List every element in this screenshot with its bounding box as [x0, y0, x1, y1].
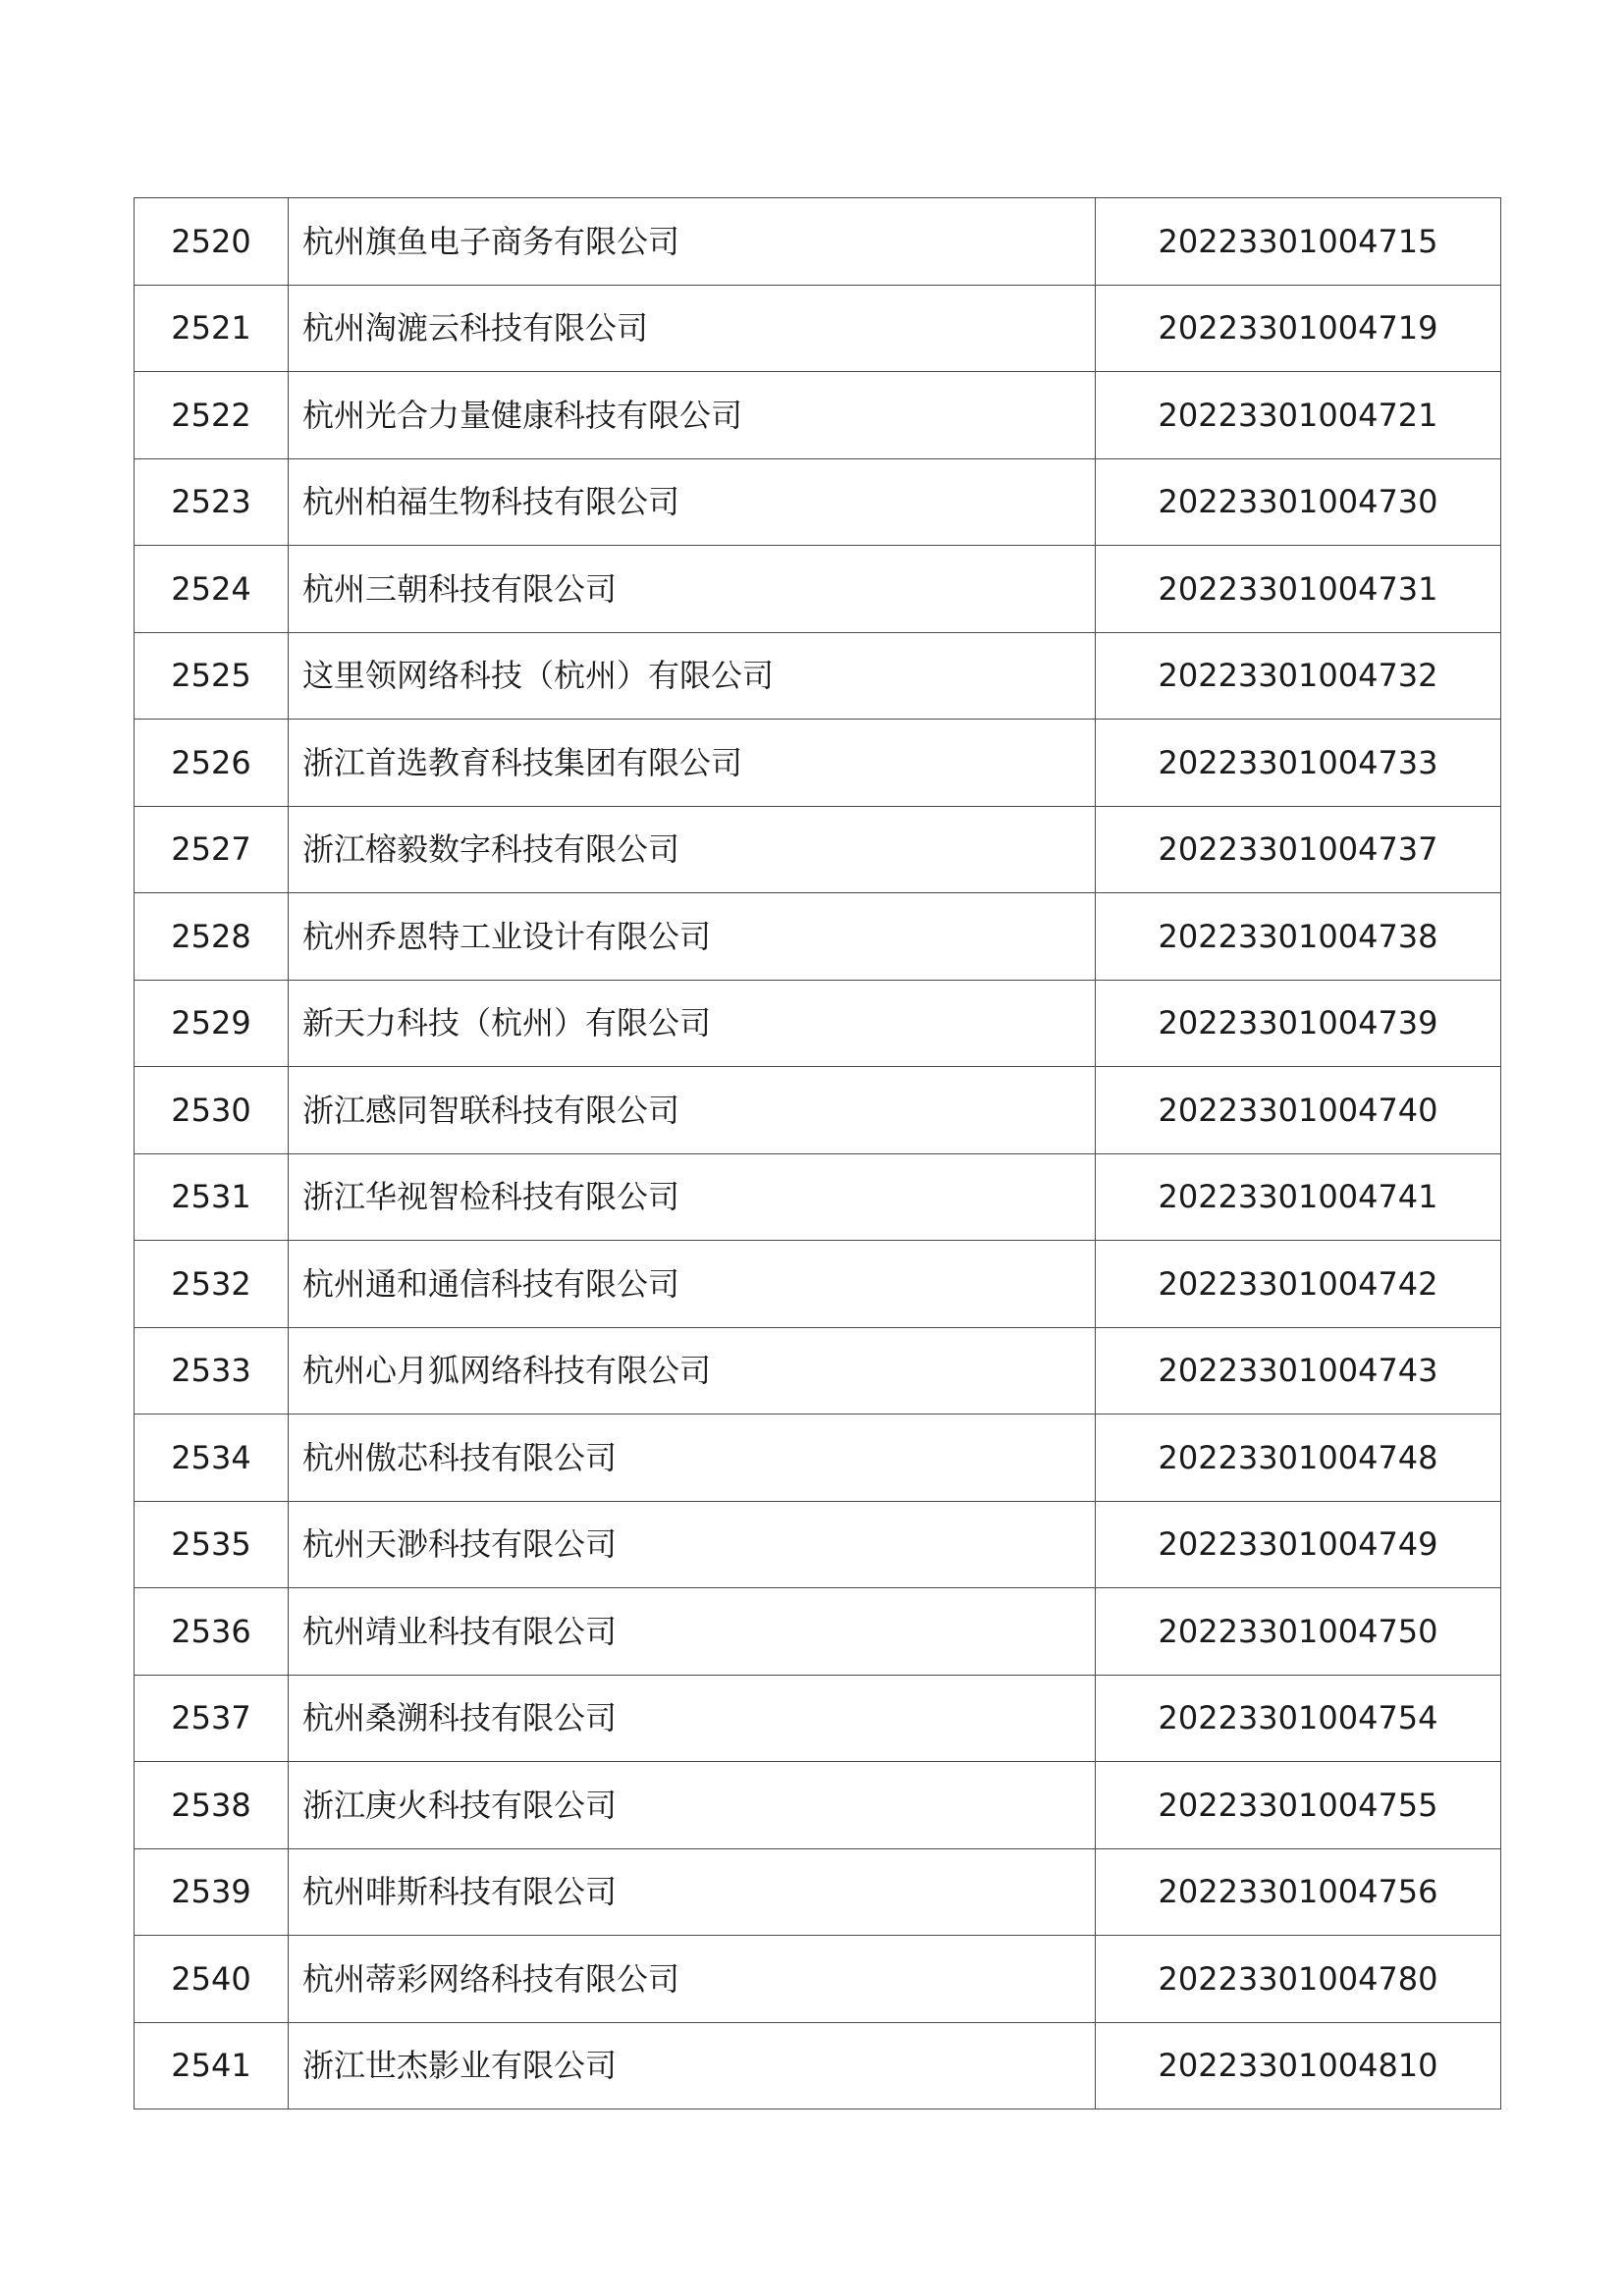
row-sequence-number: 2524	[135, 546, 289, 633]
registration-number: 20223301004741	[1096, 1153, 1501, 1241]
row-sequence-number: 2520	[135, 198, 289, 286]
table-row	[135, 1936, 1501, 2023]
company-name: 这里领网络科技（杭州）有限公司	[289, 632, 1096, 720]
company-name: 杭州光合力量健康科技有限公司	[289, 372, 1096, 459]
company-registry-table	[134, 197, 1501, 2109]
table-row	[135, 1762, 1501, 1849]
row-sequence-number: 2529	[135, 980, 289, 1067]
table-row	[135, 372, 1501, 459]
company-name: 浙江感同智联科技有限公司	[289, 1067, 1096, 1154]
table-row	[135, 1501, 1501, 1588]
row-sequence-number: 2537	[135, 1675, 289, 1762]
company-name: 浙江榕毅数字科技有限公司	[289, 806, 1096, 893]
company-name: 杭州天渺科技有限公司	[289, 1501, 1096, 1588]
row-sequence-number: 2525	[135, 632, 289, 720]
registration-number: 20223301004748	[1096, 1415, 1501, 1502]
company-name: 浙江华视智检科技有限公司	[289, 1153, 1096, 1241]
company-name: 新天力科技（杭州）有限公司	[289, 980, 1096, 1067]
row-sequence-number: 2533	[135, 1327, 289, 1415]
registration-number: 20223301004810	[1096, 2022, 1501, 2109]
registration-number: 20223301004756	[1096, 1848, 1501, 1936]
registration-number: 20223301004749	[1096, 1501, 1501, 1588]
table-row	[135, 1327, 1501, 1415]
company-name: 杭州傲芯科技有限公司	[289, 1415, 1096, 1502]
registration-number: 20223301004733	[1096, 720, 1501, 807]
row-sequence-number: 2532	[135, 1241, 289, 1328]
table-row	[135, 980, 1501, 1067]
registration-number: 20223301004730	[1096, 458, 1501, 546]
registration-number: 20223301004754	[1096, 1675, 1501, 1762]
registration-number: 20223301004739	[1096, 980, 1501, 1067]
registration-number: 20223301004719	[1096, 285, 1501, 372]
table-row	[135, 458, 1501, 546]
table-row	[135, 1067, 1501, 1154]
company-name: 杭州心月狐网络科技有限公司	[289, 1327, 1096, 1415]
registration-number: 20223301004731	[1096, 546, 1501, 633]
registration-number: 20223301004743	[1096, 1327, 1501, 1415]
company-name: 浙江世杰影业有限公司	[289, 2022, 1096, 2109]
table-row	[135, 2022, 1501, 2109]
registration-number: 20223301004715	[1096, 198, 1501, 286]
registration-number: 20223301004742	[1096, 1241, 1501, 1328]
registration-number: 20223301004780	[1096, 1936, 1501, 2023]
table-body	[135, 198, 1501, 2109]
table-row	[135, 1415, 1501, 1502]
table-row	[135, 1848, 1501, 1936]
table-row	[135, 198, 1501, 286]
company-name: 杭州柏福生物科技有限公司	[289, 458, 1096, 546]
registration-number: 20223301004737	[1096, 806, 1501, 893]
company-name: 杭州旗鱼电子商务有限公司	[289, 198, 1096, 286]
table-row	[135, 1588, 1501, 1676]
row-sequence-number: 2526	[135, 720, 289, 807]
row-sequence-number: 2540	[135, 1936, 289, 2023]
table-row	[135, 1675, 1501, 1762]
company-name: 杭州靖业科技有限公司	[289, 1588, 1096, 1676]
row-sequence-number: 2538	[135, 1762, 289, 1849]
company-name: 杭州桑溯科技有限公司	[289, 1675, 1096, 1762]
row-sequence-number: 2541	[135, 2022, 289, 2109]
registration-number: 20223301004738	[1096, 893, 1501, 981]
row-sequence-number: 2527	[135, 806, 289, 893]
row-sequence-number: 2530	[135, 1067, 289, 1154]
company-name: 杭州淘漉云科技有限公司	[289, 285, 1096, 372]
table-row	[135, 632, 1501, 720]
company-name: 杭州三朝科技有限公司	[289, 546, 1096, 633]
company-name: 杭州乔恩特工业设计有限公司	[289, 893, 1096, 981]
row-sequence-number: 2523	[135, 458, 289, 546]
row-sequence-number: 2534	[135, 1415, 289, 1502]
table-row	[135, 546, 1501, 633]
table-row	[135, 893, 1501, 981]
row-sequence-number: 2522	[135, 372, 289, 459]
registration-number: 20223301004732	[1096, 632, 1501, 720]
row-sequence-number: 2535	[135, 1501, 289, 1588]
company-name: 杭州蒂彩网络科技有限公司	[289, 1936, 1096, 2023]
registration-number: 20223301004721	[1096, 372, 1501, 459]
row-sequence-number: 2531	[135, 1153, 289, 1241]
company-name: 杭州啡斯科技有限公司	[289, 1848, 1096, 1936]
table-row	[135, 1241, 1501, 1328]
row-sequence-number: 2528	[135, 893, 289, 981]
company-name: 浙江庚火科技有限公司	[289, 1762, 1096, 1849]
table-row	[135, 1153, 1501, 1241]
row-sequence-number: 2521	[135, 285, 289, 372]
table-row	[135, 285, 1501, 372]
table-row	[135, 806, 1501, 893]
registration-number: 20223301004740	[1096, 1067, 1501, 1154]
registration-number: 20223301004750	[1096, 1588, 1501, 1676]
company-name: 浙江首选教育科技集团有限公司	[289, 720, 1096, 807]
row-sequence-number: 2536	[135, 1588, 289, 1676]
table-row	[135, 720, 1501, 807]
row-sequence-number: 2539	[135, 1848, 289, 1936]
company-name: 杭州通和通信科技有限公司	[289, 1241, 1096, 1328]
registration-number: 20223301004755	[1096, 1762, 1501, 1849]
